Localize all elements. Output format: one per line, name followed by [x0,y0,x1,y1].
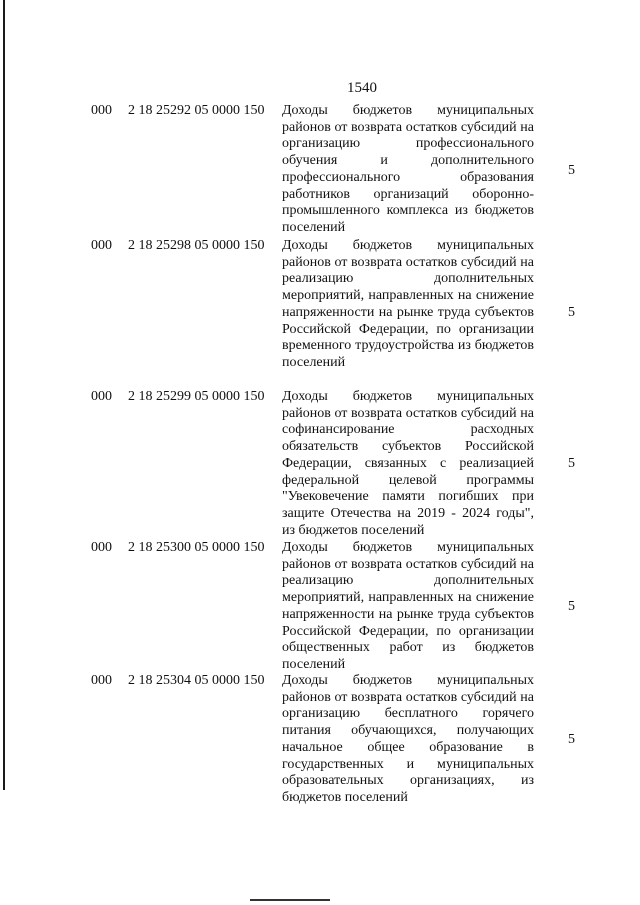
amount-value: 5 [568,732,575,747]
budget-classification-code: 2 18 25299 05 0000 150 [128,389,265,404]
amount-value: 5 [568,456,575,471]
budget-classification-code: 2 18 25292 05 0000 150 [128,103,265,118]
admin-code: 000 [91,238,112,253]
amount-value: 5 [568,599,575,614]
amount-value: 5 [568,163,575,178]
admin-code: 000 [91,540,112,555]
budget-classification-code: 2 18 25304 05 0000 150 [128,673,265,688]
admin-code: 000 [91,103,112,118]
scan-artifact-line [250,899,330,901]
income-description: Доходы бюджетов муниципальных районов от возврата остатков субсидий на организацию бесплатного горячего питания обучающихся, получающих начальное общее образование в государственных и муниципальных образовательных организациях, из бюджетов поселений [282,673,534,805]
budget-classification-code: 2 18 25300 05 0000 150 [128,540,265,555]
admin-code: 000 [91,673,112,688]
budget-classification-code: 2 18 25298 05 0000 150 [128,238,265,253]
income-description: Доходы бюджетов муниципальных районов от возврата остатков субсидий на организацию профессионального обучения и дополнительного профессионального образования работников организаций оборонно-промышленного комплекса из бюджетов поселений [282,103,534,235]
page-left-border [3,0,5,790]
page-number: 1540 [347,80,377,96]
income-description: Доходы бюджетов муниципальных районов от возврата остатков субсидий на софинансирование расходных обязательств субъектов Российской Федерации, связанных с реализацией федеральной целевой программы "Увековечение памяти погибших при защите Отечества на 2019 - 2024 годы", из бюджетов поселений [282,389,534,538]
amount-value: 5 [568,305,575,320]
income-description: Доходы бюджетов муниципальных районов от возврата остатков субсидий на реализацию дополнительных мероприятий, направленных на снижение напряженности на рынке труда субъектов Российской Федерации, по организации временного трудоустройства из бюджетов поселений [282,238,534,370]
admin-code: 000 [91,389,112,404]
income-description: Доходы бюджетов муниципальных районов от возврата остатков субсидий на реализацию дополнительных мероприятий, направленных на снижение напряженности на рынке труда субъектов Российской Федерации, по организации общественных работ из бюджетов поселений [282,540,534,672]
